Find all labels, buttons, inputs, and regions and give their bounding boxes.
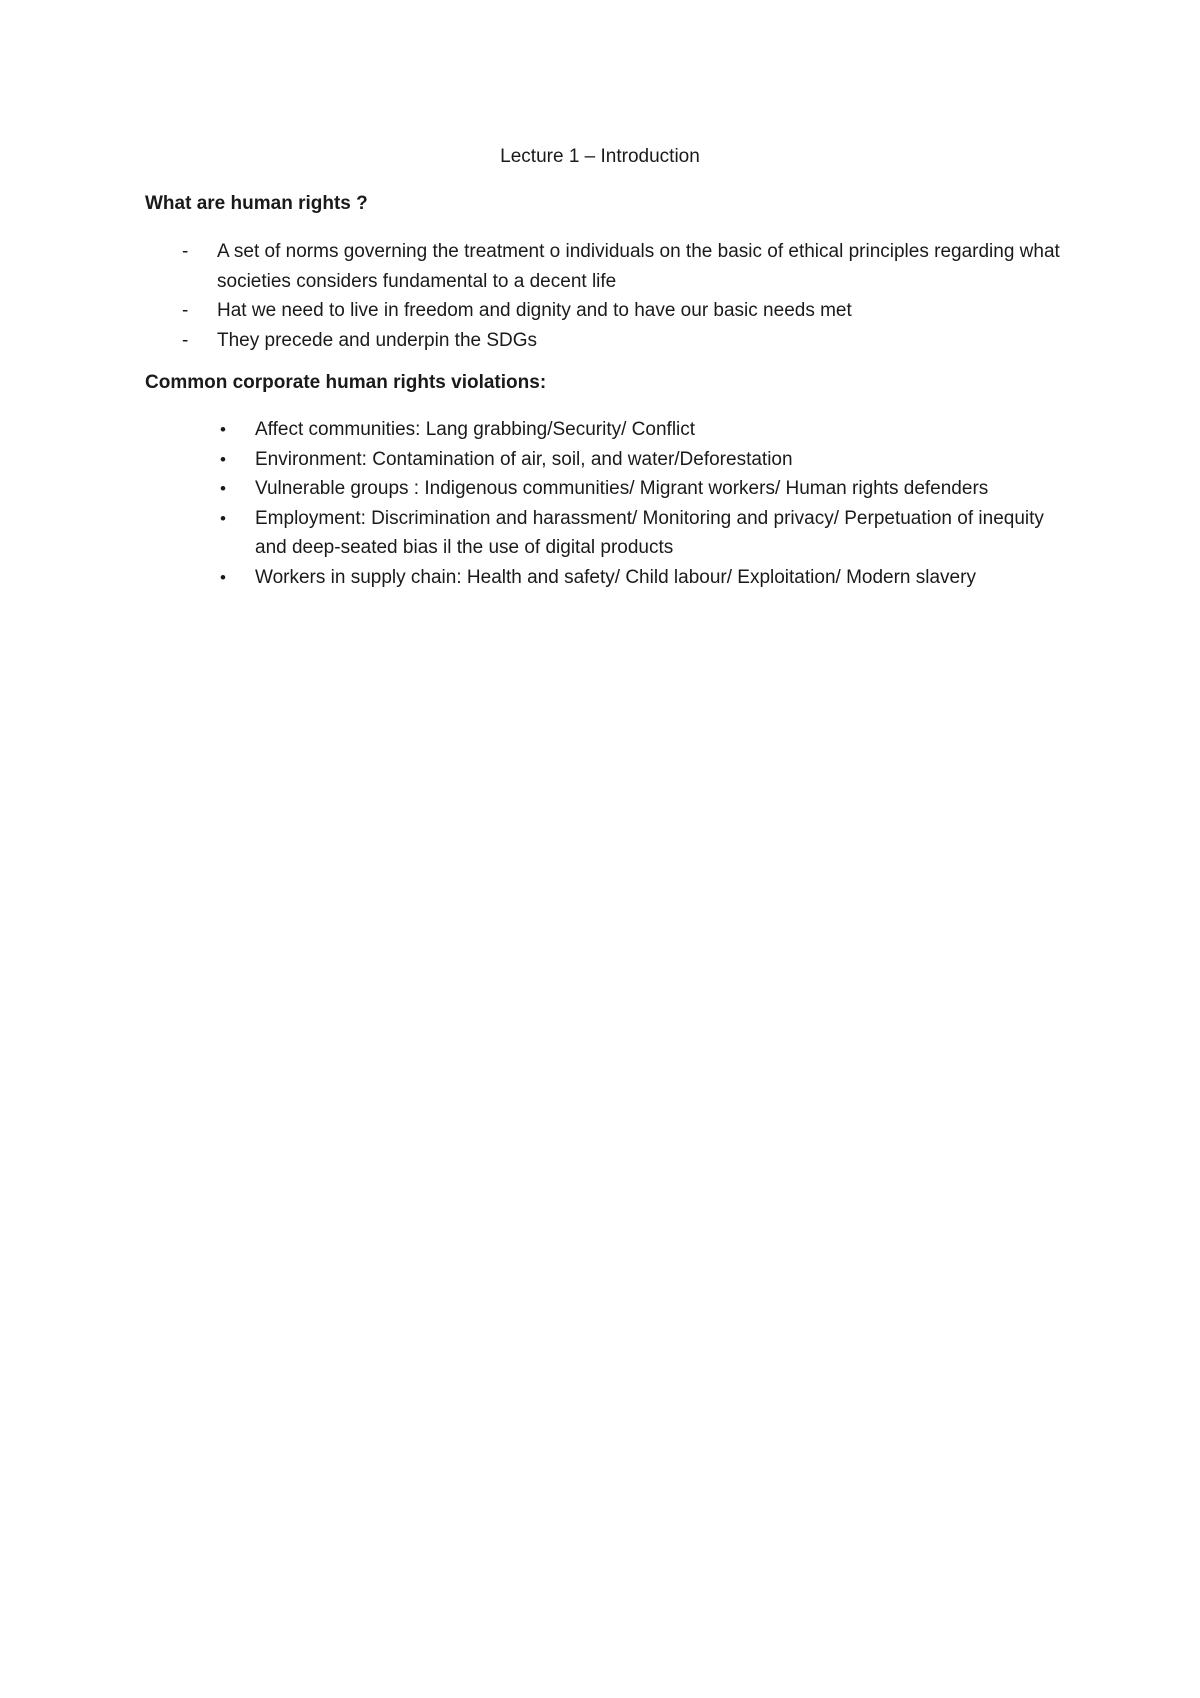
bullet-icon: • — [220, 479, 226, 498]
list-item — [145, 563, 1075, 593]
list-item-text: Environment: Contamination of air, soil, and water/Deforestation — [255, 448, 793, 470]
list-item — [145, 474, 1075, 504]
list-item-text: Employment: Discrimination and harassment/ Monitoring and privacy/ Perpetuation of inequity and deep-seated bias il the use of digital products — [255, 507, 1044, 558]
list-item — [145, 296, 1075, 326]
list-item-text: They precede and underpin the SDGs — [217, 329, 538, 351]
dash-bullet-icon: - — [182, 329, 189, 351]
list-item-text: Hat we need to live in freedom and dignity and to have our basic needs met — [217, 300, 852, 321]
list-item — [145, 237, 1075, 296]
bullet-list — [145, 415, 1075, 592]
list-item-text: Vulnerable groups : Indigenous communities/ Migrant workers/ Human rights defenders — [255, 478, 989, 499]
dash-list — [145, 237, 1075, 355]
list-item-text: Workers in supply chain: Health and safety/ Child labour/ Exploitation/ Modern slavery — [255, 566, 976, 588]
list-item — [145, 504, 1075, 563]
dash-bullet-icon: - — [182, 241, 189, 262]
list-item — [145, 415, 1075, 445]
bullet-icon: • — [220, 420, 226, 439]
dash-bullet-icon: - — [182, 300, 189, 321]
bullet-icon: • — [220, 449, 226, 469]
document-title: Lecture 1 – Introduction — [500, 146, 700, 167]
list-item-text: Affect communities: Lang grabbing/Security/ Conflict — [255, 419, 696, 440]
bullet-icon: • — [220, 508, 226, 528]
list-item — [145, 445, 1075, 475]
list-item-text: A set of norms governing the treatment o individuals on the basic of ethical principles regarding what societies considers fundamental to a decent life — [217, 241, 1060, 292]
list-item — [145, 326, 1075, 356]
section-heading-violations: Common corporate human rights violations: — [145, 372, 547, 393]
bullet-icon: • — [220, 567, 226, 587]
section-heading-human-rights: What are human rights ? — [145, 193, 368, 214]
